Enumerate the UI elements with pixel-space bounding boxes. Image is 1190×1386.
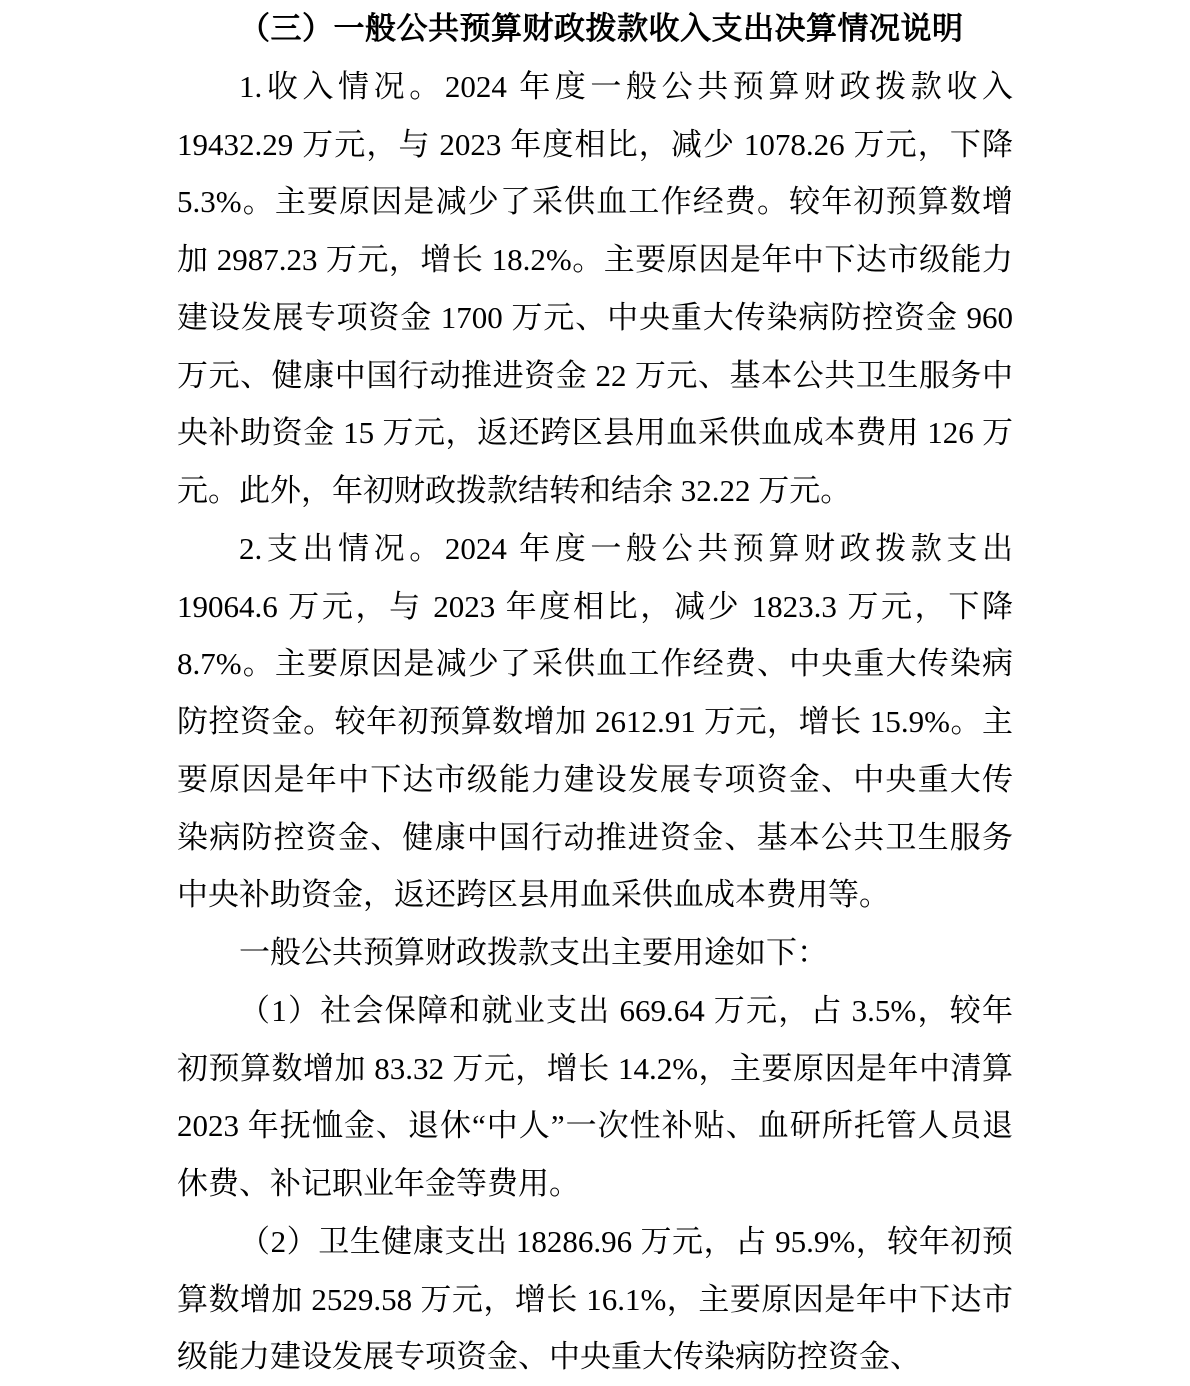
paragraph-expenditure-situation: 2.支出情况。2024 年度一般公共预算财政拨款支出 19064.6 万元，与 2023 年度相比，减少 1823.3 万元，下降 8.7%。主要原因是减少了采供血工作经费、中央重大传染病防控资金。较年初预算数增加 2612.91 万元，增长 15.9%。主要原因是年中下达市级能力建设发展专项资金、中央重大传染病防控资金、健康中国行动推进资金、基本公共卫生服务中央补助资金，返还跨区县用血采供血成本费用等。 <box>177 530 1013 913</box>
paragraph-usage-intro: 一般公共预算财政拨款支出主要用途如下： <box>239 935 828 970</box>
paragraph-item-1-social-security: （1）社会保障和就业支出 669.64 万元，占 3.5%，较年初预算数增加 83.32 万元，增长 14.2%，主要原因是年中清算 2023 年抚恤金、退休“中人”一次性补贴、血研所托管人员退休费、补记职业年金等费用。 <box>177 992 1013 1201</box>
paragraph-item-2-health: （2）卫生健康支出 18286.96 万元，占 95.9%，较年初预算数增加 2529.58 万元，增长 16.1%，主要原因是年中下达市级能力建设发展专项资金、中央重大传染病防控资金、 <box>177 1223 1013 1375</box>
section-heading: （三）一般公共预算财政拨款收入支出决算情况说明 <box>239 11 964 46</box>
paragraph-income-situation: 1.收入情况。2024 年度一般公共预算财政拨款收入 19432.29 万元，与 2023 年度相比，减少 1078.26 万元，下降 5.3%。主要原因是减少了采供血工作经费。较年初预算数增加 2987.23 万元，增长 18.2%。主要原因是年中下达市级能力建设发展专项资金 1700 万元、中央重大传染病防控资金 960 万元、健康中国行动推进资金 22 万元、基本公共卫生服务中央补助资金 15 万元，返还跨区县用血采供血成本费用 126 万元。此外，年初财政拨款结转和结余 32.22 万元。 <box>177 68 1013 508</box>
